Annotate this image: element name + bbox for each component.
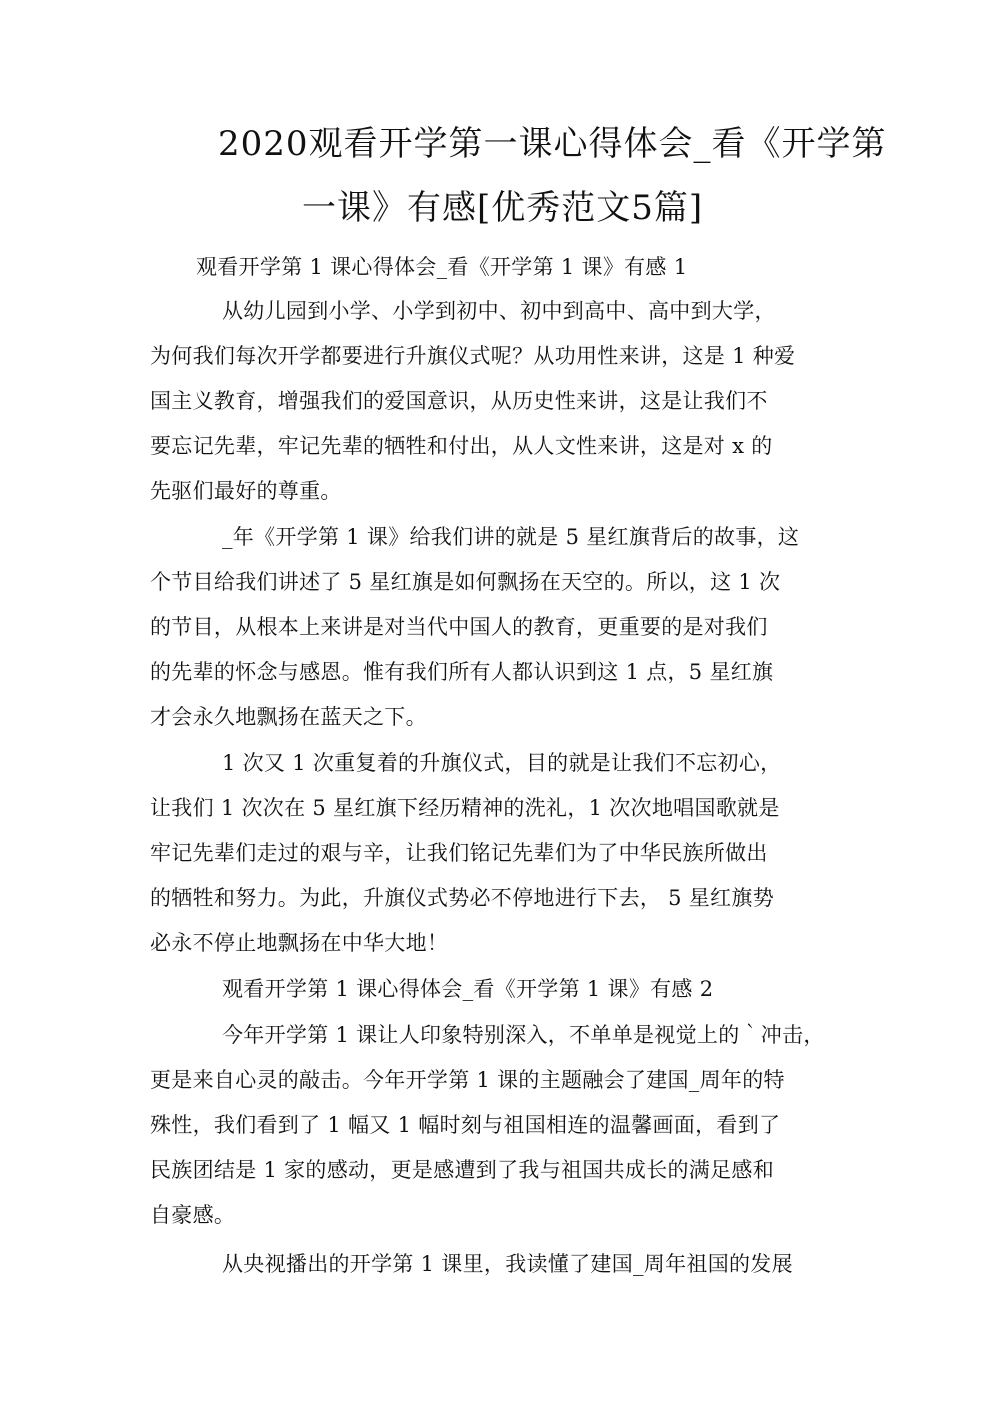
paragraph-line: 1 次又 1 次重复着的升旗仪式，目的就是让我们不忘初心， [222, 751, 782, 775]
paragraph-line: _年《开学第 1 课》给我们讲的就是 5 星红旗背后的故事，这 [222, 525, 800, 549]
paragraph-line: 为何我们每次开学都要进行升旗仪式呢？从功用性来讲，这是 1 种爱 [150, 344, 796, 368]
paragraph-line: 必永不停止地飘扬在中华大地！ [150, 931, 449, 955]
paragraph-line: 从央视播出的开学第 1 课里，我读懂了建国_周年祖国的发展 [222, 1252, 793, 1276]
document-title-line-1: 2020观看开学第一课心得体会_看《开学第 [218, 124, 887, 164]
paragraph-line: 的先辈的怀念与感恩。惟有我们所有人都认识到这 1 点，5 星红旗 [150, 660, 774, 684]
paragraph-line: 让我们 1 次次在 5 星红旗下经历精神的洗礼，1 次次地唱国歌就是 [150, 796, 780, 820]
paragraph-line: 从幼儿园到小学、小学到初中、初中到高中、高中到大学， [222, 299, 776, 323]
paragraph-line: 牢记先辈们走过的艰与辛，让我们铭记先辈们为了中华民族所做出 [150, 841, 768, 865]
paragraph-line: 民族团结是 1 家的感动，更是感遭到了我与祖国共成长的满足感和 [150, 1158, 775, 1182]
paragraph-line: 今年开学第 1 课让人印象特别深入，不单单是视觉上的｀冲击， [222, 1023, 825, 1047]
paragraph-line: 的牺牲和努力。为此，升旗仪式势必不停地进行下去， 5 星红旗势 [150, 886, 775, 910]
paragraph-line: 国主义教育，增强我们的爱国意识，从历史性来讲，这是让我们不 [150, 389, 768, 413]
paragraph-line: 个节目给我们讲述了 5 星红旗是如何飘扬在天空的。所以，这 1 次 [150, 570, 781, 594]
paragraph-line: 要忘记先辈，牢记先辈的牺牲和付出，从人文性来讲，这是对 x 的 [150, 434, 773, 458]
paragraph-line: 殊性，我们看到了 1 幅又 1 幅时刻与祖国相连的温馨画面，看到了 [150, 1113, 781, 1137]
paragraph-line: 先驱们最好的尊重。 [150, 479, 342, 503]
paragraph-line: 的节目，从根本上来讲是对当代中国人的教育，更重要的是对我们 [150, 615, 768, 639]
section-heading-2: 观看开学第 1 课心得体会_看《开学第 1 课》有感 2 [222, 977, 714, 1001]
paragraph-line: 自豪感。 [150, 1203, 236, 1227]
paragraph-line: 才会永久地飘扬在蓝天之下。 [150, 705, 427, 729]
paragraph-line: 更是来自心灵的敲击。今年开学第 1 课的主题融会了建国_周年的特 [150, 1068, 785, 1092]
section-heading-1: 观看开学第 1 课心得体会_看《开学第 1 课》有感 1 [196, 255, 688, 279]
document-title-line-2: 一课》有感[优秀范文5篇] [302, 188, 704, 228]
